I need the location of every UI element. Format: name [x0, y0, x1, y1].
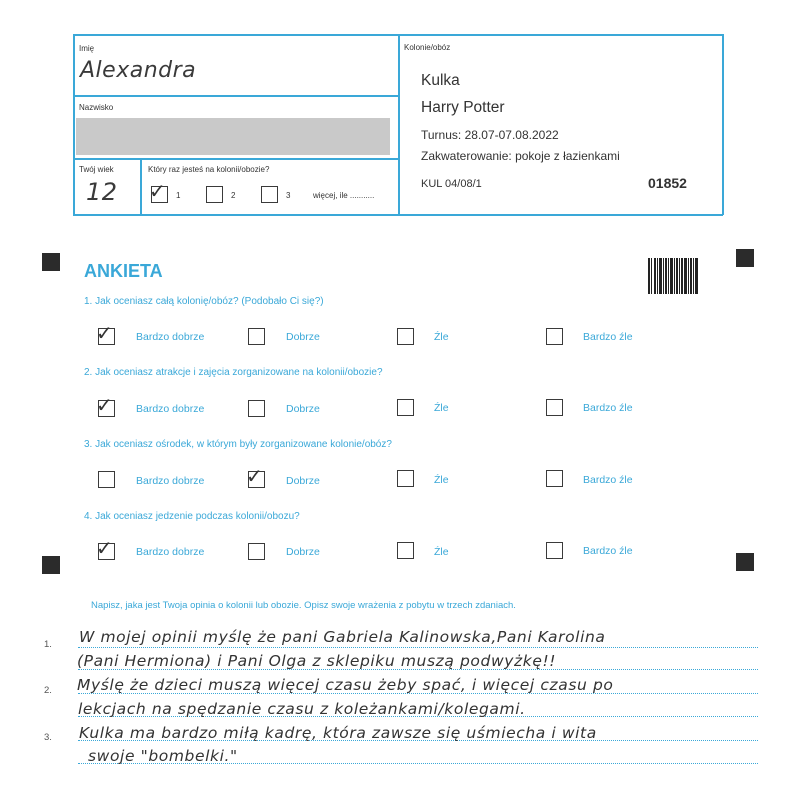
- turnus-row: [421, 128, 559, 142]
- turnus-value: 28.07-07.08.2022: [464, 128, 559, 142]
- camp-code: KUL 04/08/1: [421, 178, 482, 190]
- nazwisko-label: Nazwisko: [79, 103, 114, 112]
- line-number-3: 3.: [44, 732, 52, 743]
- handwriting-line-5[interactable]: Kulka ma bardzo miłą kadrę, która zawsze się uśmiecha i wita: [79, 724, 597, 742]
- camp-theme: Harry Potter: [421, 99, 505, 116]
- imie-value[interactable]: Alexandra: [80, 58, 197, 83]
- q3-option-bardzo-dobrze: Bardzo dobrze: [136, 475, 205, 487]
- q3-bardzo-zle-checkbox[interactable]: [546, 470, 563, 487]
- ktory-raz-label: Który raz jesteś na kolonii/obozie?: [148, 165, 270, 174]
- question-1: 1. Jak oceniasz całą kolonię/obóz? (Podobało Ci się?): [84, 296, 324, 307]
- survey-title: ANKIETA: [84, 261, 163, 281]
- header-divider-h2: [73, 158, 399, 160]
- line-number-2: 2.: [44, 685, 52, 696]
- ktory-raz-option-2: 2: [231, 191, 236, 200]
- q2-option-zle: Źle: [434, 402, 449, 414]
- question-2: 2. Jak oceniasz atrakcje i zajęcia zorganizowane na kolonii/obozie?: [84, 367, 383, 378]
- q4-dobrze-checkbox[interactable]: [248, 543, 265, 560]
- q3-option-dobrze: Dobrze: [286, 475, 320, 487]
- q2-option-dobrze: Dobrze: [286, 403, 320, 415]
- barcode-icon: [648, 258, 700, 294]
- kolonie-label: Kolonie/obóz: [404, 43, 451, 52]
- q4-bardzo-dobrze-checkbox[interactable]: [96, 536, 115, 560]
- handwriting-line-3[interactable]: Myślę że dzieci muszą więcej czasu żeby spać, i więcej czasu po: [77, 676, 614, 694]
- zakwaterowanie-value: pokoje z łazienkami: [515, 149, 620, 163]
- ktory-raz-option-1: 1: [176, 191, 181, 200]
- wiek-label: Twój wiek: [79, 165, 114, 174]
- q2-bardzo-dobrze-checkbox[interactable]: [96, 393, 115, 417]
- zakwaterowanie-label: Zakwaterowanie:: [421, 149, 512, 163]
- q1-bardzo-zle-checkbox[interactable]: [546, 328, 563, 345]
- q1-option-dobrze: Dobrze: [286, 331, 320, 343]
- q2-zle-checkbox[interactable]: [397, 399, 414, 416]
- q3-zle-checkbox[interactable]: [397, 470, 414, 487]
- q4-option-zle: Źle: [434, 546, 449, 558]
- q3-bardzo-dobrze-checkbox[interactable]: [98, 471, 115, 488]
- q1-option-zle: Źle: [434, 331, 449, 343]
- opinion-prompt: Napisz, jaka jest Twoja opinia o kolonii lub obozie. Opisz swoje wrażenia z pobytu w trzech zdaniach.: [91, 600, 516, 611]
- imie-label: Imię: [79, 44, 95, 53]
- q4-option-bardzo-zle: Bardzo źle: [583, 545, 633, 557]
- wiek-value[interactable]: 12: [86, 178, 118, 206]
- q2-option-bardzo-dobrze: Bardzo dobrze: [136, 403, 205, 415]
- ktory-raz-checkbox-2[interactable]: [206, 186, 223, 203]
- check-mark-icon: ✓: [96, 393, 113, 417]
- question-3: 3. Jak oceniasz ośrodek, w którym były zorganizowane kolonie/obóz?: [84, 439, 392, 450]
- handwriting-line-6[interactable]: swoje "bombelki.": [88, 747, 238, 765]
- check-mark-icon: ✓: [246, 464, 263, 488]
- question-4: 4. Jak oceniasz jedzenie podczas kolonii/obozu?: [84, 511, 300, 522]
- q1-bardzo-dobrze-checkbox[interactable]: [96, 321, 115, 345]
- camp-name: Kulka: [421, 72, 460, 89]
- header-divider-vertical: [398, 34, 400, 215]
- zakwaterowanie-row: [421, 149, 620, 163]
- q2-option-bardzo-zle: Bardzo źle: [583, 402, 633, 414]
- q2-dobrze-checkbox[interactable]: [248, 400, 265, 417]
- writing-line-1: [78, 647, 758, 648]
- q4-zle-checkbox[interactable]: [397, 542, 414, 559]
- registration-marker-bottom-right: [736, 553, 754, 571]
- q1-zle-checkbox[interactable]: [397, 328, 414, 345]
- q2-bardzo-zle-checkbox[interactable]: [546, 399, 563, 416]
- q4-bardzo-zle-checkbox[interactable]: [546, 542, 563, 559]
- header-divider-age: [140, 158, 142, 215]
- form-number: 01852: [648, 175, 687, 191]
- q3-option-zle: Źle: [434, 474, 449, 486]
- ktory-raz-option-3: 3: [286, 191, 291, 200]
- q3-dobrze-checkbox[interactable]: [246, 464, 265, 488]
- q1-option-bardzo-zle: Bardzo źle: [583, 331, 633, 343]
- nazwisko-redacted: [76, 118, 390, 155]
- q1-dobrze-checkbox[interactable]: [248, 328, 265, 345]
- handwriting-line-1[interactable]: W mojej opinii myślę że pani Gabriela Kalinowska,Pani Karolina: [79, 628, 606, 646]
- header-border-right: [722, 34, 724, 215]
- wiecej-label: więcej, ile ...........: [313, 191, 375, 200]
- ktory-raz-checkbox-3[interactable]: [261, 186, 278, 203]
- q4-option-dobrze: Dobrze: [286, 546, 320, 558]
- registration-marker-top-left: [42, 253, 60, 271]
- ktory-raz-checkbox-1[interactable]: [149, 179, 168, 203]
- q3-option-bardzo-zle: Bardzo źle: [583, 474, 633, 486]
- line-number-1: 1.: [44, 639, 52, 650]
- check-mark-icon: ✓: [96, 321, 113, 345]
- turnus-label: Turnus:: [421, 128, 462, 142]
- q4-option-bardzo-dobrze: Bardzo dobrze: [136, 546, 205, 558]
- header-border-left: [73, 34, 75, 215]
- handwriting-line-2[interactable]: (Pani Hermiona) i Pani Olga z sklepiku muszą podwyżkę!!: [77, 652, 557, 670]
- q1-option-bardzo-dobrze: Bardzo dobrze: [136, 331, 205, 343]
- handwriting-line-4[interactable]: lekcjach na spędzanie czasu z koleżankami/kolegami.: [78, 700, 526, 718]
- registration-marker-bottom-left: [42, 556, 60, 574]
- header-divider-h1: [73, 95, 399, 97]
- registration-marker-top-right: [736, 249, 754, 267]
- check-mark-icon: ✓: [96, 536, 113, 560]
- check-mark-icon: ✓: [149, 179, 166, 203]
